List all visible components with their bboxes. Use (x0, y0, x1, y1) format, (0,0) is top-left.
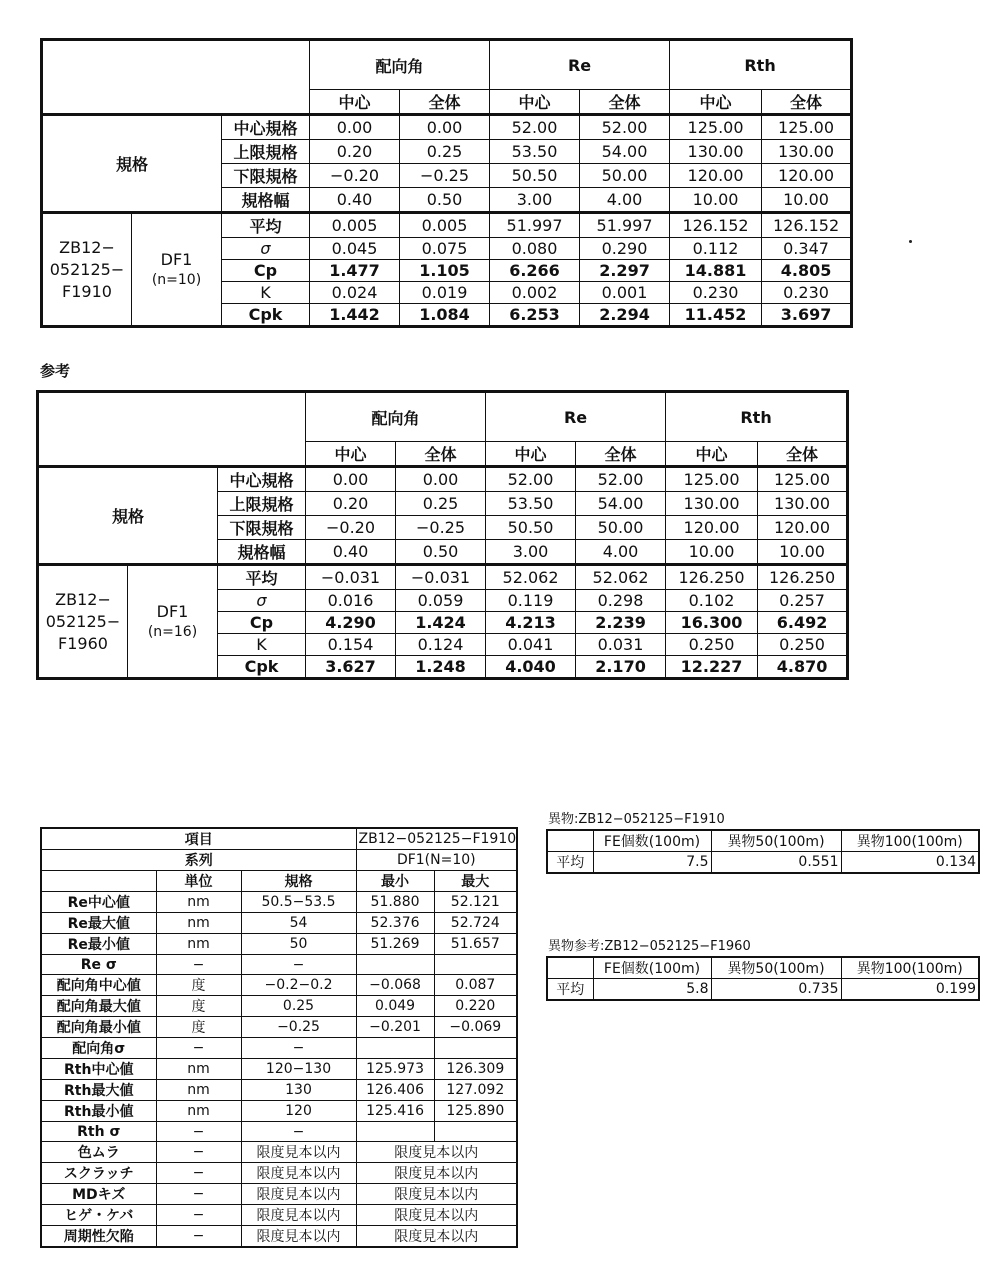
sub-total: 全体 (580, 90, 670, 115)
row-unit: − (156, 1205, 241, 1226)
row-label: Cpk (222, 304, 310, 327)
cell: −0.031 (306, 565, 396, 590)
cell: 0.347 (762, 238, 852, 260)
cell: 0.002 (490, 282, 580, 304)
row-unit: − (156, 955, 241, 975)
foreign100-header: 異物100(100m) (841, 957, 979, 979)
fe-count-value: 7.5 (593, 852, 711, 874)
cell: 0.250 (666, 634, 758, 656)
sub-center: 中心 (310, 90, 400, 115)
cell: 3.627 (306, 656, 396, 679)
row-name: Rth最小値 (41, 1101, 156, 1122)
row-name: ヒゲ・ケバ (41, 1205, 156, 1226)
fe-count-header: FE個数(100m) (593, 830, 711, 852)
cell: 16.300 (666, 612, 758, 634)
cell: 6.253 (490, 304, 580, 327)
sub-center: 中心 (666, 442, 758, 467)
cell: 3.00 (490, 188, 580, 213)
row-label: 規格幅 (222, 188, 310, 213)
row-spec: 50 (241, 934, 356, 955)
row-label: K (222, 282, 310, 304)
row-min: 0.049 (356, 996, 434, 1017)
row-spec: 限度見本以内 (241, 1163, 356, 1184)
header-rth: Rth (666, 392, 848, 442)
cell: 4.00 (580, 188, 670, 213)
cell: 126.152 (670, 213, 762, 238)
cell: 0.005 (400, 213, 490, 238)
cell: 52.00 (486, 467, 576, 492)
cell: 0.257 (758, 590, 848, 612)
sample-id (42, 213, 132, 327)
header-rth: Rth (670, 40, 852, 90)
row-result: 限度見本以内 (356, 1205, 517, 1226)
cell: 0.00 (310, 115, 400, 140)
cell: 10.00 (670, 188, 762, 213)
cell: 0.00 (306, 467, 396, 492)
row-min: 125.973 (356, 1059, 434, 1080)
row-max (434, 1122, 517, 1142)
row-name: Rth最大値 (41, 1080, 156, 1101)
row-spec: 50.5−53.5 (241, 892, 356, 913)
cell: 120.00 (670, 164, 762, 188)
row-spec: 130 (241, 1080, 356, 1101)
fe-count-header: FE個数(100m) (593, 957, 711, 979)
row-min: 126.406 (356, 1080, 434, 1101)
cell: 0.119 (486, 590, 576, 612)
header-re: Re (486, 392, 666, 442)
row-max: 127.092 (434, 1080, 517, 1101)
cell: −0.20 (310, 164, 400, 188)
row-label: Cp (218, 612, 306, 634)
row-spec: − (241, 1122, 356, 1142)
sample-line: 052125− (49, 259, 125, 279)
sub-total: 全体 (400, 90, 490, 115)
inspection-summary-table (40, 827, 518, 1248)
row-result: 限度見本以内 (356, 1163, 517, 1184)
cell: 1.477 (310, 260, 400, 282)
row-name: Re σ (41, 955, 156, 975)
cell: 3.00 (486, 540, 576, 565)
row-unit: − (156, 1142, 241, 1163)
cell: 0.045 (310, 238, 400, 260)
row-unit: nm (156, 1059, 241, 1080)
row-label: Cp (222, 260, 310, 282)
foreign-matter-table-f1960 (546, 956, 980, 1001)
cell: 0.024 (310, 282, 400, 304)
series-header: 系列 (41, 850, 356, 871)
row-unit: nm (156, 913, 241, 934)
sub-center: 中心 (306, 442, 396, 467)
cell: 2.297 (580, 260, 670, 282)
row-unit: nm (156, 934, 241, 955)
cell: 0.031 (576, 634, 666, 656)
cell: 0.00 (396, 467, 486, 492)
sample-id (38, 565, 128, 679)
cell: 0.154 (306, 634, 396, 656)
name-header-empty (41, 871, 156, 892)
cell: 0.005 (310, 213, 400, 238)
cell: 51.997 (490, 213, 580, 238)
min-header: 最小 (356, 871, 434, 892)
row-label: 下限規格 (222, 164, 310, 188)
row-spec: −0.2−0.2 (241, 975, 356, 996)
cell: 130.00 (762, 140, 852, 164)
df-line: (n=16) (147, 623, 198, 640)
row-min: 51.880 (356, 892, 434, 913)
sample-line: F1960 (58, 633, 108, 653)
df-label (132, 213, 222, 327)
row-spec: 0.25 (241, 996, 356, 1017)
cell: 12.227 (666, 656, 758, 679)
foreign-matter-table-f1910 (546, 829, 980, 874)
cell: 54.00 (576, 492, 666, 516)
cell: 2.170 (576, 656, 666, 679)
row-result: 限度見本以内 (356, 1226, 517, 1248)
cell: 130.00 (758, 492, 848, 516)
row-label: 平均 (218, 565, 306, 590)
cell: 130.00 (670, 140, 762, 164)
item-header: 項目 (41, 828, 356, 850)
cell: 120.00 (762, 164, 852, 188)
row-min: −0.068 (356, 975, 434, 996)
cell: 0.20 (306, 492, 396, 516)
spec-label: 規格 (38, 467, 218, 565)
row-name: Rth σ (41, 1122, 156, 1142)
row-label: K (218, 634, 306, 656)
row-name: 配向角σ (41, 1038, 156, 1059)
cell: 0.40 (306, 540, 396, 565)
row-min: 52.376 (356, 913, 434, 934)
cell: 50.50 (486, 516, 576, 540)
sample-line: ZB12− (55, 589, 111, 609)
row-min (356, 1122, 434, 1142)
row-label: 平均 (547, 852, 593, 874)
cell: 3.697 (762, 304, 852, 327)
corner-cell (547, 830, 593, 852)
row-min (356, 1038, 434, 1059)
df-line: DF1 (160, 249, 193, 269)
row-max: 126.309 (434, 1059, 517, 1080)
row-spec: − (241, 955, 356, 975)
cell: 0.059 (396, 590, 486, 612)
foreign50-value: 0.551 (711, 852, 841, 874)
row-spec: 120 (241, 1101, 356, 1122)
row-min (356, 955, 434, 975)
corner-cell (38, 392, 306, 467)
sample-line: ZB12− (59, 237, 115, 257)
cell: 0.50 (400, 188, 490, 213)
row-label: Cpk (218, 656, 306, 679)
row-label: 平均 (222, 213, 310, 238)
cell: 52.062 (576, 565, 666, 590)
corner-cell (547, 957, 593, 979)
cell: 54.00 (580, 140, 670, 164)
cell: 120.00 (666, 516, 758, 540)
cell: 125.00 (762, 115, 852, 140)
cell: 52.00 (576, 467, 666, 492)
row-name: Rth中心値 (41, 1059, 156, 1080)
cell: 0.019 (400, 282, 490, 304)
cell: 50.00 (580, 164, 670, 188)
foreign-matter-ref-title: 異物参考:ZB12−052125−F1960 (548, 939, 751, 954)
cell: 1.442 (310, 304, 400, 327)
sample-header: ZB12−052125−F1910 (356, 828, 517, 850)
cell: 130.00 (666, 492, 758, 516)
df-line: (n=10) (151, 271, 202, 288)
cell: 53.50 (490, 140, 580, 164)
corner-cell (42, 40, 310, 115)
cell: 0.230 (670, 282, 762, 304)
sub-total: 全体 (396, 442, 486, 467)
cell: 0.25 (400, 140, 490, 164)
cell: 1.105 (400, 260, 490, 282)
row-max: 52.724 (434, 913, 517, 934)
cell: 0.001 (580, 282, 670, 304)
row-max: 0.220 (434, 996, 517, 1017)
cell: 0.080 (490, 238, 580, 260)
cell: 11.452 (670, 304, 762, 327)
cell: 0.20 (310, 140, 400, 164)
unit-header: 単位 (156, 871, 241, 892)
row-spec: 限度見本以内 (241, 1142, 356, 1163)
cell: 1.248 (396, 656, 486, 679)
foreign50-header: 異物50(100m) (711, 830, 841, 852)
row-name: 色ムラ (41, 1142, 156, 1163)
row-label: 下限規格 (218, 516, 306, 540)
cell: 52.00 (490, 115, 580, 140)
reference-label: 参考 (40, 362, 71, 380)
row-name: MDキズ (41, 1184, 156, 1205)
row-spec: −0.25 (241, 1017, 356, 1038)
df-header: DF1(N=10) (356, 850, 517, 871)
cell: 120.00 (758, 516, 848, 540)
row-name: スクラッチ (41, 1163, 156, 1184)
capability-table-f1910 (40, 38, 853, 328)
cell: 51.997 (580, 213, 670, 238)
cell: 0.230 (762, 282, 852, 304)
cell: 2.294 (580, 304, 670, 327)
cell: 2.239 (576, 612, 666, 634)
row-min: 51.269 (356, 934, 434, 955)
row-spec: 54 (241, 913, 356, 934)
capability-table-f1960 (36, 390, 849, 680)
sub-total: 全体 (576, 442, 666, 467)
row-spec: 限度見本以内 (241, 1205, 356, 1226)
cell: −0.20 (306, 516, 396, 540)
row-spec: − (241, 1038, 356, 1059)
row-result: 限度見本以内 (356, 1142, 517, 1163)
header-orientation-angle: 配向角 (310, 40, 490, 90)
row-unit: 度 (156, 996, 241, 1017)
row-spec: 限度見本以内 (241, 1226, 356, 1248)
row-unit: − (156, 1184, 241, 1205)
df-label (128, 565, 218, 679)
foreign-matter-title: 異物:ZB12−052125−F1910 (548, 812, 725, 827)
cell: 0.00 (400, 115, 490, 140)
row-label: σ (218, 590, 306, 612)
row-unit: nm (156, 1080, 241, 1101)
row-unit: nm (156, 1101, 241, 1122)
cell: 125.00 (670, 115, 762, 140)
cell: −0.25 (400, 164, 490, 188)
cell: 6.492 (758, 612, 848, 634)
row-name: Re最大値 (41, 913, 156, 934)
row-max (434, 955, 517, 975)
cell: 0.290 (580, 238, 670, 260)
sub-total: 全体 (758, 442, 848, 467)
sub-total: 全体 (762, 90, 852, 115)
row-unit: − (156, 1122, 241, 1142)
sub-center: 中心 (490, 90, 580, 115)
cell: 4.870 (758, 656, 848, 679)
foreign50-value: 0.735 (711, 979, 841, 1001)
row-name: Re中心値 (41, 892, 156, 913)
foreign100-header: 異物100(100m) (841, 830, 979, 852)
cell: 126.250 (758, 565, 848, 590)
header-orientation-angle: 配向角 (306, 392, 486, 442)
cell: 126.152 (762, 213, 852, 238)
cell: −0.25 (396, 516, 486, 540)
sample-line: 052125− (45, 611, 121, 631)
row-max (434, 1038, 517, 1059)
cell: 50.50 (490, 164, 580, 188)
row-name: 配向角最小値 (41, 1017, 156, 1038)
cell: 0.50 (396, 540, 486, 565)
row-spec: 限度見本以内 (241, 1184, 356, 1205)
spec-label: 規格 (42, 115, 222, 213)
row-unit: − (156, 1163, 241, 1184)
row-max: 52.121 (434, 892, 517, 913)
row-label: 中心規格 (222, 115, 310, 140)
row-min: 125.416 (356, 1101, 434, 1122)
cell: 0.298 (576, 590, 666, 612)
cell: 6.266 (490, 260, 580, 282)
sub-center: 中心 (486, 442, 576, 467)
row-min: −0.201 (356, 1017, 434, 1038)
cell: 10.00 (758, 540, 848, 565)
foreign100-value: 0.199 (841, 979, 979, 1001)
cell: 0.40 (310, 188, 400, 213)
cell: 0.016 (306, 590, 396, 612)
cell: 10.00 (666, 540, 758, 565)
spec-header: 規格 (241, 871, 356, 892)
row-name: Re最小値 (41, 934, 156, 955)
row-max: 0.087 (434, 975, 517, 996)
cell: 53.50 (486, 492, 576, 516)
row-unit: − (156, 1226, 241, 1248)
df-line: DF1 (156, 601, 189, 621)
cell: 125.00 (666, 467, 758, 492)
fe-count-value: 5.8 (593, 979, 711, 1001)
cell: 4.290 (306, 612, 396, 634)
row-max: 51.657 (434, 934, 517, 955)
cell: 1.084 (400, 304, 490, 327)
cell: 52.062 (486, 565, 576, 590)
cell: 0.124 (396, 634, 486, 656)
cell: 50.00 (576, 516, 666, 540)
speck (909, 240, 912, 243)
row-label: 上限規格 (218, 492, 306, 516)
row-spec: 120−130 (241, 1059, 356, 1080)
cell: 0.075 (400, 238, 490, 260)
header-re: Re (490, 40, 670, 90)
foreign100-value: 0.134 (841, 852, 979, 874)
row-max: −0.069 (434, 1017, 517, 1038)
sub-center: 中心 (670, 90, 762, 115)
cell: 0.041 (486, 634, 576, 656)
row-name: 周期性欠陥 (41, 1226, 156, 1248)
cell: 4.00 (576, 540, 666, 565)
max-header: 最大 (434, 871, 517, 892)
row-unit: 度 (156, 1017, 241, 1038)
cell: −0.031 (396, 565, 486, 590)
cell: 126.250 (666, 565, 758, 590)
row-label: 中心規格 (218, 467, 306, 492)
row-unit: − (156, 1038, 241, 1059)
row-label: σ (222, 238, 310, 260)
cell: 4.805 (762, 260, 852, 282)
row-name: 配向角最大値 (41, 996, 156, 1017)
cell: 10.00 (762, 188, 852, 213)
row-label: 規格幅 (218, 540, 306, 565)
row-unit: 度 (156, 975, 241, 996)
row-label: 平均 (547, 979, 593, 1001)
cell: 1.424 (396, 612, 486, 634)
row-label: 上限規格 (222, 140, 310, 164)
cell: 4.040 (486, 656, 576, 679)
sample-line: F1910 (62, 281, 112, 301)
row-max: 125.890 (434, 1101, 517, 1122)
row-name: 配向角中心値 (41, 975, 156, 996)
cell: 0.250 (758, 634, 848, 656)
cell: 52.00 (580, 115, 670, 140)
foreign50-header: 異物50(100m) (711, 957, 841, 979)
cell: 14.881 (670, 260, 762, 282)
row-result: 限度見本以内 (356, 1184, 517, 1205)
cell: 0.112 (670, 238, 762, 260)
cell: 0.25 (396, 492, 486, 516)
cell: 125.00 (758, 467, 848, 492)
cell: 0.102 (666, 590, 758, 612)
row-unit: nm (156, 892, 241, 913)
cell: 4.213 (486, 612, 576, 634)
